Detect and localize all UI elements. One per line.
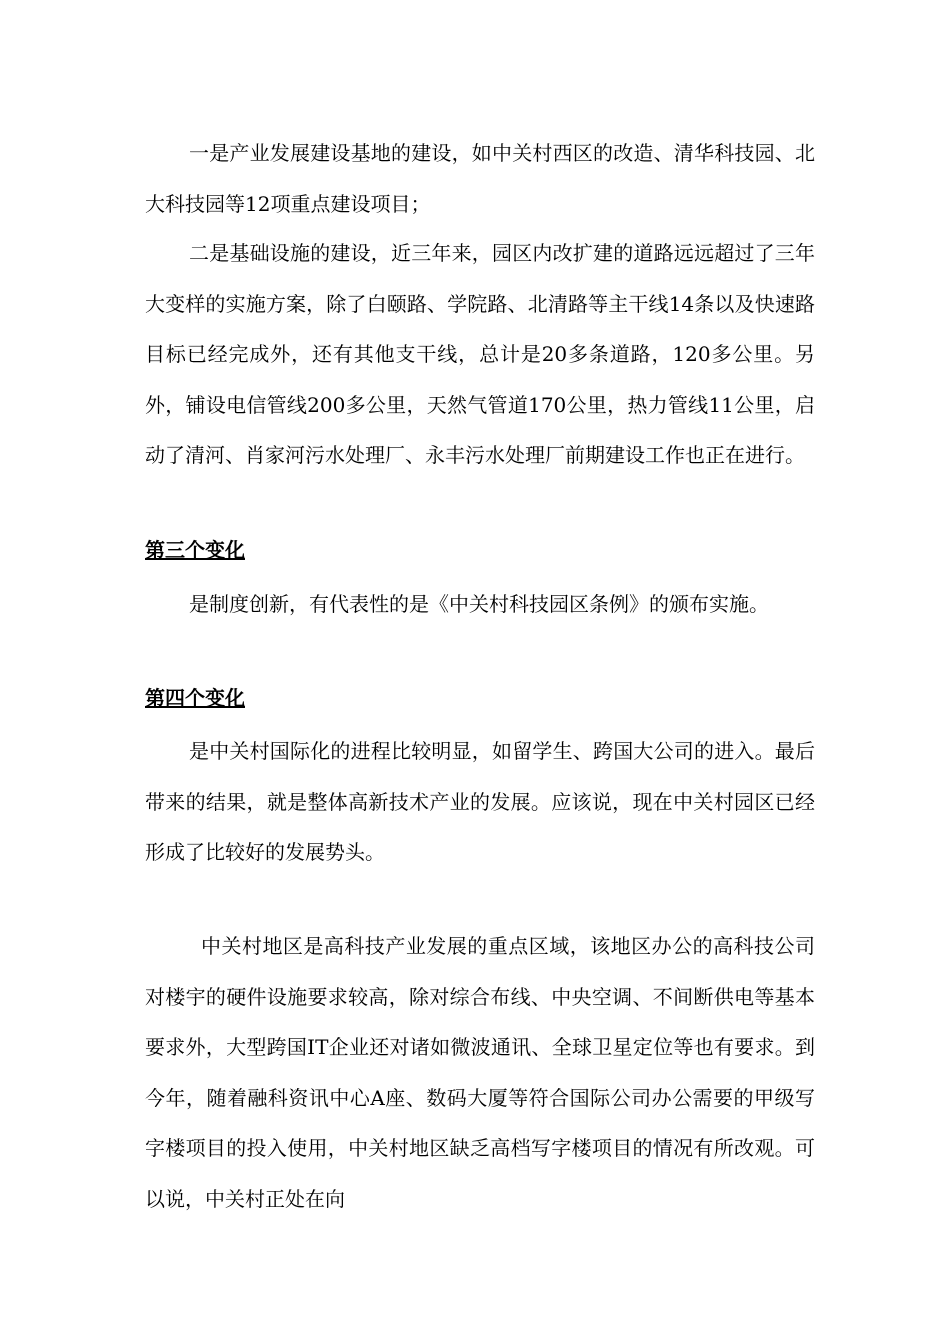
section-heading-third-change: 第三个变化 [145,538,245,562]
paragraph-office-buildings: 中关村地区是高科技产业发展的重点区域，该地区办公的高科技公司对楼宇的硬件设施要求较高，除对综合布线、中央空调、不间断供电等基本要求外，大型跨国IT企业还对诸如微波通讯、全球卫星定位等也有要求。到今年，随着融科资讯中心A座、数码大厦等符合国际公司办公需要的甲级写字楼项目的投入使用，中关村地区缺乏高档写字楼项目的情况有所改观。可以说，中关村正处在向 [145,934,815,1211]
paragraph-industry-bases: 一是产业发展建设基地的建设，如中关村西区的改造、清华科技园、北大科技园等12项重点建设项目； [145,141,815,216]
paragraph-internationalization: 是中关村国际化的进程比较明显，如留学生、跨国大公司的进入。最后带来的结果，就是整体高新技术产业的发展。应该说，现在中关村园区已经形成了比较好的发展势头。 [145,739,815,864]
paragraph-infrastructure: 二是基础设施的建设，近三年来，园区内改扩建的道路远远超过了三年大变样的实施方案，除了白颐路、学院路、北清路等主干线14条以及快速路目标已经完成外，还有其他支干线，总计是20多条道路，120多公里。另外，铺设电信管线200多公里，天然气管道170公里，热力管线11公里，启动了清河、肖家河污水处理厂、永丰污水处理厂前期建设工作也正在进行。 [145,241,815,467]
section-heading-fourth-change: 第四个变化 [145,686,245,710]
paragraph-institutional-innovation: 是制度创新，有代表性的是《中关村科技园区条例》的颁布实施。 [189,592,769,616]
